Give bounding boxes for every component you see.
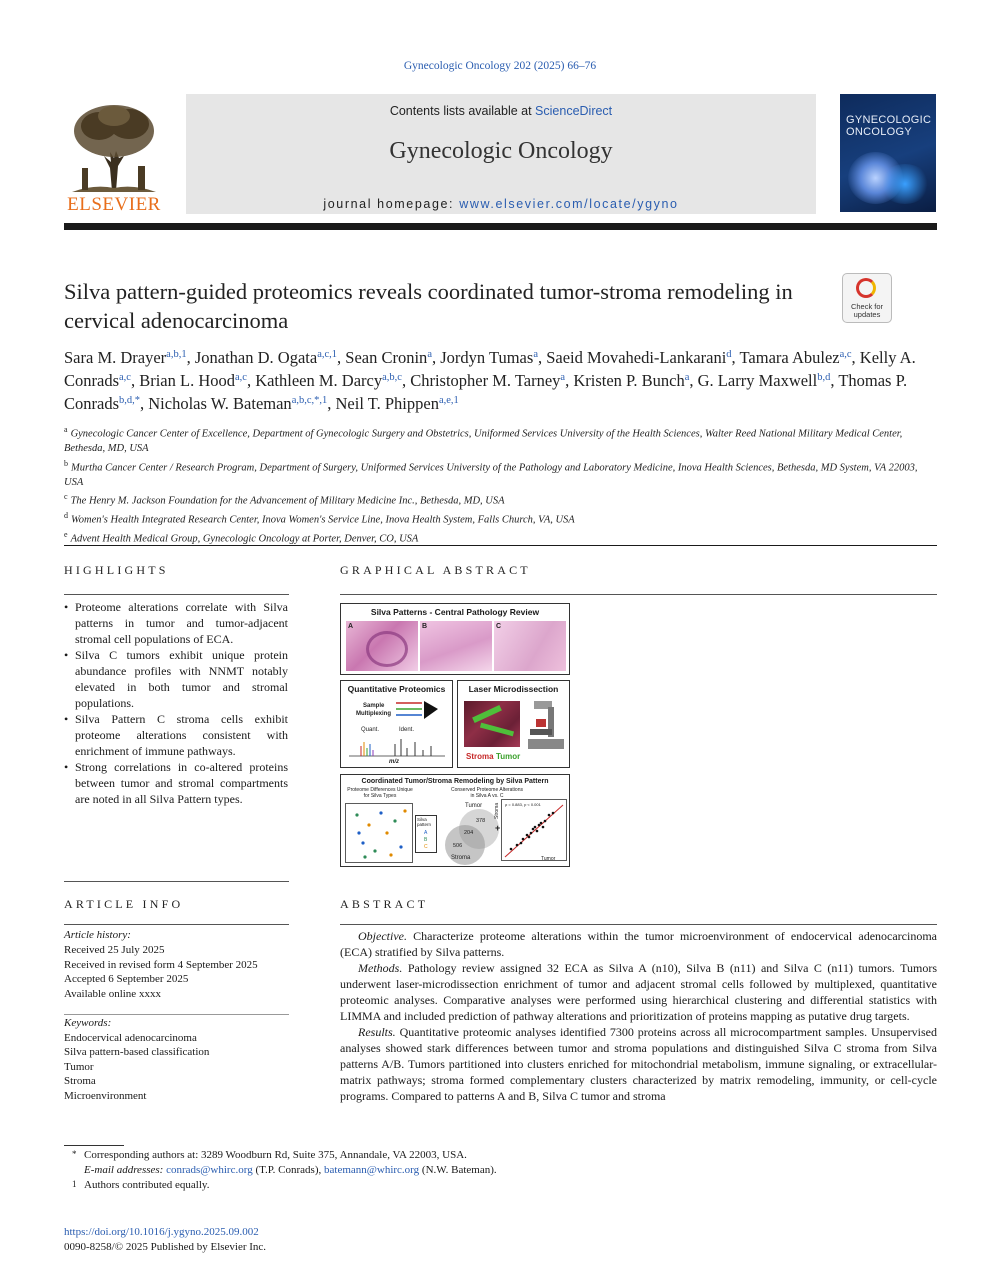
- author-name[interactable]: Jordyn Tumas: [440, 348, 534, 367]
- elsevier-wordmark: ELSEVIER: [67, 194, 161, 215]
- masthead: [64, 94, 937, 222]
- article-title: Silva pattern-guided proteomics reveals coordinated tumor-stroma remodeling in cervical adenocarcinoma: [64, 279, 793, 333]
- microdissection-image: [464, 701, 520, 747]
- email-link-conrads[interactable]: conrads@whirc.org: [166, 1164, 253, 1176]
- affiliation-text: Advent Health Medical Group, Gynecologic Oncology at Porter, Denver, CO, USA: [70, 533, 419, 545]
- keywords-label: Keywords:: [64, 1017, 112, 1029]
- history-accepted: Accepted 6 September 2025: [64, 973, 189, 986]
- affiliation-mark: e: [64, 530, 68, 539]
- silva-legend-c: C: [424, 844, 428, 850]
- homepage-line: [186, 197, 816, 211]
- author-name[interactable]: Tamara Abulez: [739, 348, 840, 367]
- abstract-methods: [340, 960, 937, 1024]
- affiliation: [64, 490, 938, 509]
- venn-overlap-value: 204: [464, 830, 474, 836]
- abstract-results: [340, 1024, 937, 1104]
- ga-panel3-title: Laser Microdissection: [468, 684, 559, 694]
- author-name[interactable]: Neil T. Phippen: [335, 394, 439, 413]
- affiliation-text: The Henry M. Jackson Foundation for the Advancement of Military Medicine Inc., Bethesda, MD, USA: [70, 495, 505, 507]
- plus-sign: +: [495, 823, 501, 833]
- corresponding-text: Corresponding authors at: 3289 Woodburn Rd, Suite 375, Annandale, VA 22003, USA.: [84, 1149, 467, 1161]
- affiliation-text: Women's Health Integrated Research Center, Inova Women's Service Line, Inova Health System, Falls Church, VA, USA: [71, 514, 575, 526]
- affiliation-mark: a: [64, 425, 68, 434]
- abstract-label: Objective.: [358, 929, 407, 943]
- abstract-body: Pathology review assigned 32 ECA as Silva A (n10), Silva B (n11) and Silva C (n11) tumors. Tumors underwent laser-microdissection enrichment of tumor and adjacent stromal cells followed by multiplexed, quantitative proteomic analyses. Comparative analyses were performed using hierarchical clustering and differential statistics with LIMMA and included prediction of pathway alterations and prioritization of proteins mapping as putative drug targets.: [340, 961, 937, 1023]
- histology-label-b: B: [422, 623, 428, 630]
- check-updates-icon: [856, 278, 876, 298]
- mz-label: m/z: [389, 759, 400, 765]
- author-name[interactable]: G. Larry Maxwell: [697, 371, 818, 390]
- highlight-item: • Proteome alterations correlate with Silva patterns in tumor and tumor-adjacent stromal cell populations of ECA.: [64, 599, 288, 647]
- affiliation-text: Murtha Cancer Center / Research Program, Department of Surgery, Uniformed Services University of the Pathology and Laboratory Medicine, Inova Health Sciences, Bethesda, MD System, VA 22003, USA: [64, 462, 918, 488]
- author-affiliation-marks[interactable]: a: [560, 372, 566, 383]
- silva-legend-a: A: [424, 830, 428, 836]
- author-affiliation-marks[interactable]: a,b,c,*,1: [291, 395, 328, 406]
- author-name[interactable]: Sean Cronin: [345, 348, 428, 367]
- silva-legend: [415, 815, 437, 853]
- journal-title: Gynecologic Oncology: [389, 138, 613, 164]
- histology-image-b: [420, 621, 492, 671]
- equal-text: Authors contributed equally.: [84, 1179, 210, 1191]
- affiliations: [64, 423, 938, 547]
- author-affiliation-marks[interactable]: d: [726, 349, 732, 360]
- keyword: Microenvironment: [64, 1089, 147, 1102]
- author-name[interactable]: Sara M. Drayer: [64, 348, 167, 367]
- author-affiliation-marks[interactable]: a,c: [119, 372, 131, 383]
- ga-panel-microdissection: [457, 680, 570, 768]
- history-received: Received 25 July 2025: [64, 943, 165, 956]
- affiliation: [64, 423, 938, 457]
- multiplexing-label: Multiplexing: [356, 711, 391, 717]
- scatter-ylabel: Stroma: [494, 802, 500, 819]
- multiplexing-arrows-icon: [396, 699, 440, 721]
- author-affiliation-marks[interactable]: a: [533, 349, 538, 360]
- footnote-equal: [64, 1178, 764, 1193]
- author-name[interactable]: Nicholas W. Bateman: [148, 394, 292, 413]
- footnote-emails: [64, 1163, 764, 1178]
- doi-block: [64, 1225, 266, 1255]
- keyword: Tumor: [64, 1060, 94, 1073]
- microscope-icon: [528, 699, 566, 751]
- footnote-mark: *: [72, 1149, 77, 1159]
- homepage-link[interactable]: www.elsevier.com/locate/ygyno: [459, 197, 679, 211]
- check-for-updates-button[interactable]: [842, 273, 892, 323]
- venn-stroma-label: Stroma: [451, 855, 471, 861]
- sample-label: Sample: [363, 703, 385, 709]
- ga-panel2-title: Quantitative Proteomics: [347, 684, 446, 694]
- quant-label: Quant.: [361, 727, 380, 733]
- author-name[interactable]: Saeid Movahedi-Lankarani: [546, 348, 727, 367]
- keywords-rule: [64, 1014, 289, 1015]
- affiliation-text: Gynecologic Cancer Center of Excellence, Department of Gynecologic Surgery and Obstetrics, Uniformed Services University of the Health Sciences, Walter Reed National Military Medical Center, Bethesda, MD, USA: [64, 428, 903, 454]
- contents-prefix: Contents lists available at: [389, 104, 536, 118]
- author-affiliation-marks[interactable]: b,d,*: [119, 395, 140, 406]
- stroma-label: Stroma: [466, 752, 494, 761]
- author-name[interactable]: Brian L. Hood: [139, 371, 235, 390]
- highlights-heading: HIGHLIGHTS: [64, 563, 169, 577]
- author-affiliation-marks[interactable]: b,d: [817, 372, 831, 383]
- cover-title-line-1: GYNECOLOGIC: [846, 114, 932, 126]
- footnotes: [64, 1148, 764, 1193]
- footnote-rule: [64, 1145, 124, 1146]
- affiliation-mark: c: [64, 492, 68, 501]
- ident-label: Ident.: [399, 727, 415, 733]
- tumor-label: Tumor: [496, 752, 521, 761]
- histology-image-a: [346, 621, 418, 671]
- ga-panel-proteomics: [340, 680, 453, 768]
- email-name-2: (N.W. Bateman).: [419, 1164, 497, 1176]
- article-info-rule: [64, 924, 289, 925]
- footnote-corresponding: [64, 1148, 764, 1163]
- correlation-scatter-plot: [501, 799, 567, 861]
- venn-tumor-value: 378: [476, 818, 486, 824]
- author-name[interactable]: Christopher M. Tarney: [410, 371, 561, 390]
- cover-title-line-2: ONCOLOGY: [846, 126, 912, 138]
- author-name[interactable]: Kristen P. Bunch: [573, 371, 685, 390]
- cover-artwork-2: [880, 164, 930, 204]
- silva-legend-title: Silva pattern: [417, 817, 432, 827]
- venn-stroma-value: 506: [453, 843, 463, 849]
- abstract-objective: [340, 928, 937, 960]
- check-updates-label: Check for updates: [850, 302, 884, 319]
- ga-panel4-title: Coordinated Tumor/Stroma Remodeling by Silva Pattern: [361, 778, 549, 785]
- ga-panel-remodeling: [340, 774, 570, 867]
- author-affiliation-marks[interactable]: a,c: [839, 349, 852, 360]
- journal-cover-thumbnail[interactable]: [840, 94, 936, 212]
- author-affiliation-marks[interactable]: a,e,1: [438, 395, 459, 406]
- email-name-1: (T.P. Conrads),: [252, 1164, 324, 1176]
- scatter-stats: ρ = 0.883, p < 0.001: [505, 802, 541, 807]
- journal-reference[interactable]: Gynecologic Oncology 202 (2025) 66–76: [403, 60, 597, 72]
- ga-panel1-title: Silva Patterns - Central Pathology Review: [370, 607, 540, 617]
- graphical-abstract-rule: [340, 594, 937, 595]
- scatter-xlabel: Tumor: [541, 856, 556, 862]
- author-affiliation-marks[interactable]: a,c,1: [317, 349, 338, 360]
- abstract-text: [340, 928, 937, 1104]
- keywords: [64, 1016, 289, 1103]
- abstract-body: Characterize proteome alterations within the tumor microenvironment of endocervical adenocarcinoma (ECA) stratified by Silva patterns.: [340, 929, 937, 959]
- author-name[interactable]: Jonathan D. Ogata: [194, 348, 318, 367]
- affiliation-mark: d: [64, 511, 68, 520]
- keyword: Stroma: [64, 1075, 96, 1087]
- abstract-rule: [340, 924, 937, 925]
- copyright: 0090-8258/© 2025 Published by Elsevier Inc.: [64, 1241, 267, 1253]
- email-link-bateman[interactable]: batemann@whirc.org: [324, 1164, 420, 1176]
- mass-spectrum-icon: [347, 736, 447, 758]
- highlight-item: • Strong correlations in co-altered proteins between tumor and stromal compartments are noted in all Silva Pattern types.: [64, 759, 288, 807]
- author-list: Sara M. Drayer$^{a,b,1}$, Jonathan D. Ogata$^{a,c,1}$, Sean Cronin$^a$, Jordyn Tumas$^a$, Saeid Movahedi-Lankarani$^d$, Tamara Abulez$^{a,c}$, Kelly A. Conrads$^{a,c}$, Brian L. Hood$^{a,c}$, Kathleen M. Darcy$^{a,b,c}$, Christopher M. Tarney$^a$, Kristen P. Bunch$^a$, G. Larry Maxwell$^{b,d}$, Thomas P. Conrads$^{b,d,*}$, Nicholas W. Bateman$^{a,b,c,*,1}$, Neil T. Phippen$^{a,e,1}$: [64, 348, 916, 413]
- cover-title: [846, 114, 931, 138]
- highlights-rule: [64, 594, 289, 595]
- affiliation-mark: b: [64, 458, 68, 468]
- homepage-prefix: journal homepage:: [323, 197, 460, 211]
- ga-left-caption: Proteome Differences Unique for Silva Types: [347, 787, 413, 799]
- keyword: Endocervical adenocarcinoma: [64, 1031, 197, 1044]
- author-affiliation-marks[interactable]: a,c: [234, 372, 247, 383]
- ga-panel-silva-patterns: [340, 603, 570, 675]
- section-divider: [64, 545, 937, 546]
- pca-scatter-plot: [345, 803, 413, 863]
- abstract-label: Results.: [358, 1025, 396, 1039]
- abstract-label: Methods.: [358, 961, 403, 975]
- affiliation: [64, 457, 938, 491]
- highlights-list: [64, 599, 288, 807]
- article-info-heading: ARTICLE INFO: [64, 897, 184, 911]
- author-affiliation-marks[interactable]: a,b,1: [166, 349, 187, 360]
- venn-tumor-label: Tumor: [465, 803, 483, 809]
- histology-label-c: C: [496, 623, 502, 630]
- histology-image-c: [494, 621, 566, 671]
- affiliation: [64, 509, 938, 528]
- article-history: [64, 928, 289, 1002]
- history-revised: Received in revised form 4 September 2025: [64, 958, 258, 971]
- author-affiliation-marks[interactable]: a: [684, 372, 690, 383]
- abstract-body: Quantitative proteomic analyses identified 7300 proteins across all microcompartment samples. Unsupervised analyses showed stark differences between tumor and stroma populations and distinguished Silva C stroma from Silva patterns A/B. Tumors partitioned into clusters enriched for mitochondrial metabolism, immune signaling, or extracellular-matrix pathways; stroma formed complementary clusters characterized by matrix remodeling, immunity, or cell-cycle programs. Compared to patterns A and B, Silva C tumor and stroma: [340, 1025, 937, 1103]
- keyword: Silva pattern-based classification: [64, 1046, 210, 1058]
- header-rule: [64, 223, 937, 230]
- highlight-item: • Silva C tumors exhibit unique protein abundance profiles with NNMT notably elevated in both tumor and stromal populations.: [64, 647, 288, 711]
- histology-label-a: A: [348, 623, 354, 630]
- graphical-abstract-heading: GRAPHICAL ABSTRACT: [340, 563, 531, 577]
- abstract-heading: ABSTRACT: [340, 897, 429, 911]
- highlights-bottom-rule: [64, 881, 289, 882]
- doi-link[interactable]: https://doi.org/10.1016/j.ygyno.2025.09.002: [64, 1226, 259, 1238]
- contents-line: [186, 104, 816, 118]
- author-name[interactable]: Kelly A. Conrads: [64, 348, 916, 390]
- author-name[interactable]: Kathleen M. Darcy: [255, 371, 383, 390]
- graphical-abstract[interactable]: [340, 603, 570, 867]
- highlight-item: • Silva Pattern C stroma cells exhibit proteome alterations consistent with enrichment of immune pathways.: [64, 711, 288, 759]
- masthead-banner: [186, 94, 816, 214]
- history-label: Article history:: [64, 929, 131, 941]
- history-online: Available online xxxx: [64, 988, 161, 1001]
- email-label: E-mail addresses:: [84, 1164, 164, 1176]
- sciencedirect-link[interactable]: ScienceDirect: [535, 104, 613, 118]
- footnote-mark: 1: [72, 1179, 77, 1189]
- ga-mid-caption: Conserved Proteome Alterations in Silva A vs. C: [451, 787, 523, 799]
- author-affiliation-marks[interactable]: a: [427, 349, 432, 360]
- silva-legend-b: B: [424, 837, 428, 843]
- author-name[interactable]: Thomas P. Conrads: [64, 371, 908, 413]
- author-affiliation-marks[interactable]: a,b,c: [382, 372, 402, 383]
